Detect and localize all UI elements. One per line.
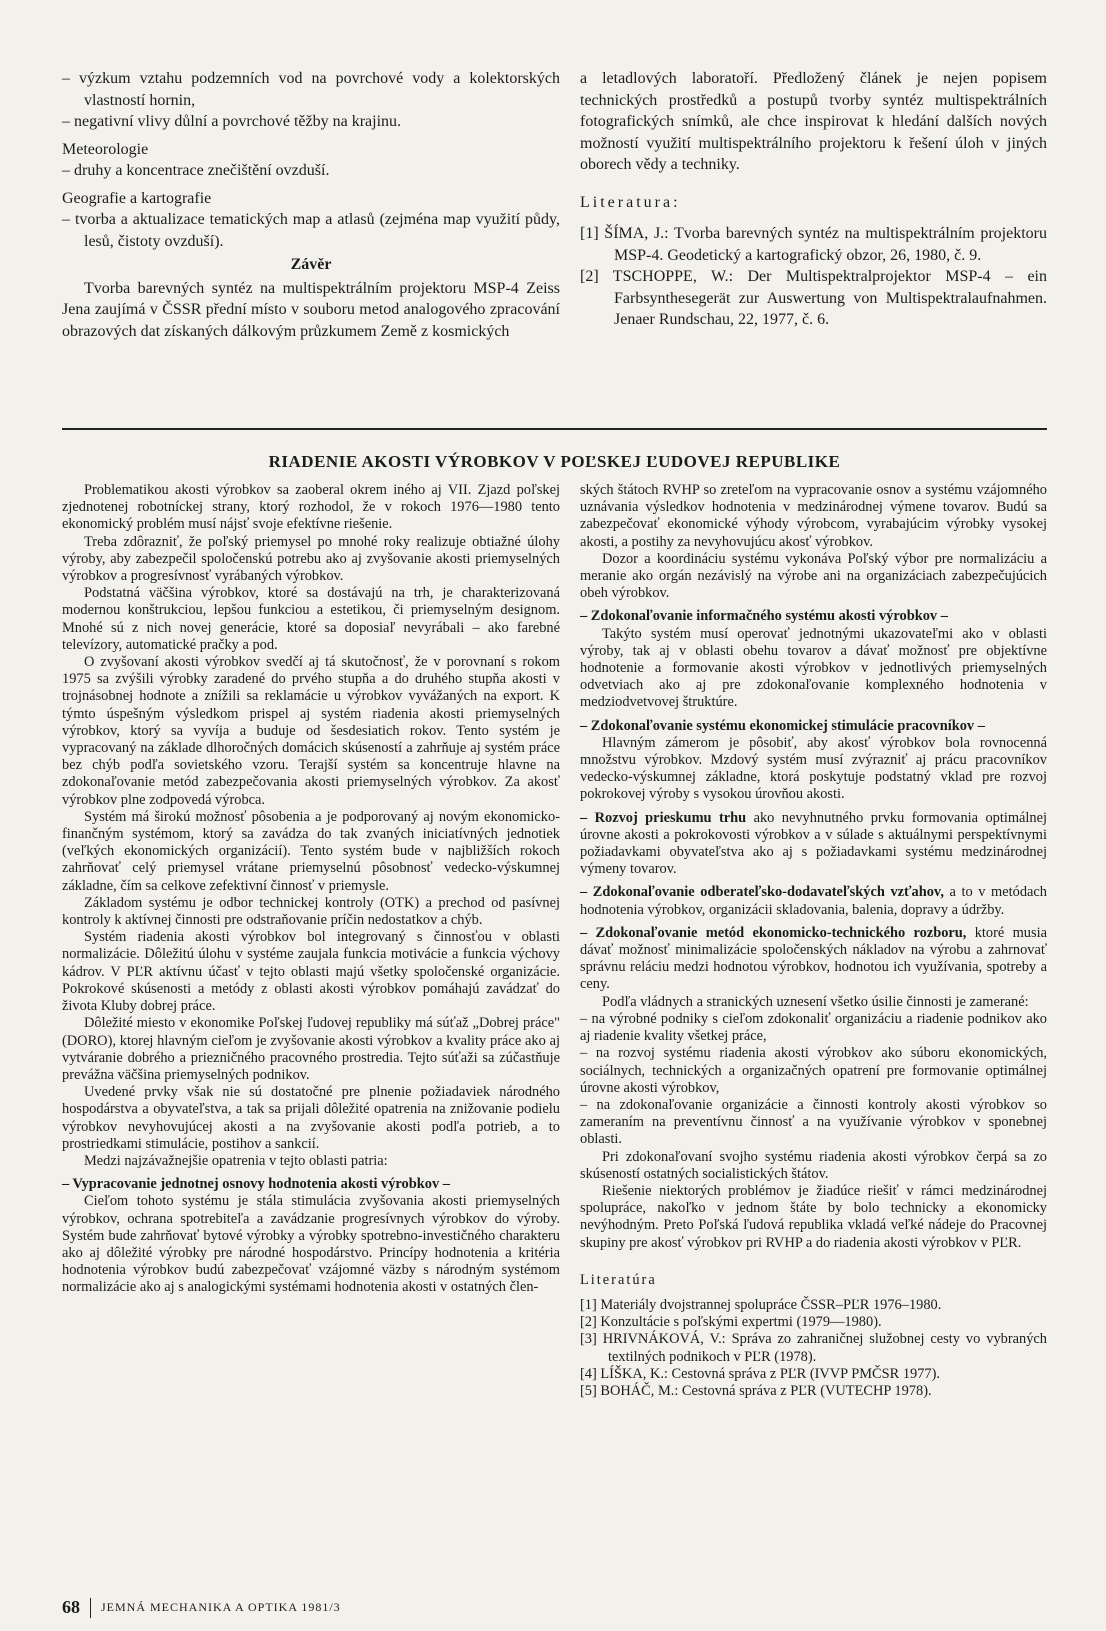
paragraph: Riešenie niektorých problémov je žiadúce riešiť v rámci medzinárodnej spolupráce, nakoľko v jednom štáte by bolo technicky a ekonomicky nevýhodným. Preto Poľská ľudová republika vkladá veľké nádeje do Pracovnej skupiny pre akosť výrobkov pri RVHP a do riadenia akosti výrobkov v PĽR. (580, 1182, 1047, 1251)
conclusion-text: Tvorba barevných syntéz na multispektrálním projektoru MSP-4 Zeiss Jena zaujímá v ČSSR přední místo v souboru metod analogového zpracování obrazových dat získaných dálkovým průzkumem Země z kosmických (62, 279, 560, 340)
conclusion-heading: Závěr (290, 256, 332, 273)
paragraph: Základom systému je odbor technickej kontroly (OTK) a prechod od pasívnej kontroly k aktívnej činnosti pre odstraňovanie príčin nedostatkov a chýb. (62, 894, 560, 929)
measure-heading: – Zdokonaľovanie informačného systému akosti výrobkov – (580, 608, 948, 625)
paragraph: Hlavným zámerom je pôsobiť, aby akosť výrobkov bola rovnocenná množstvu výrobkov. Mzdový systém musí zvýrazniť aj prácu pracovníkov vedecko-výskumnej základne, ktorá poskytuje podstatný vklad pre rozvoj pokrokovej výroby s vysokou úrovňou akosti. (580, 734, 1047, 803)
references-heading: Literatúra (580, 1271, 657, 1288)
journal-name: JEMNÁ MECHANIKA A OPTIKA 1981/3 (101, 1600, 341, 1614)
section-heading: Meteorologie (62, 140, 149, 158)
paragraph: Treba zdôrazniť, že poľský priemysel po mnohé roky realizuje obtiažné úlohy výroby, aby zabezpečil spoločenskú potrebu ako aj zvyšovanie akosti priemyselných výrobkov a progresívnosť vyrábaných výrobkov. (62, 533, 560, 585)
measure-heading: – Zdokonaľovanie metód ekonomicko-technického rozboru, (580, 924, 967, 941)
paragraph: Uvedené prvky však nie sú dostatočné pre plnenie požiadaviek národného hospodárstva a obyvateľstva, a tak sa prijali dôležité opatrenia na znižovanie podielu výrobkov nevyhovujúcej akosti a na zvyšovanie akosti podľa potrieb, a to prostriedkami stimulácie, postihov a sankcií. (62, 1084, 560, 1152)
bottom-right-column (580, 482, 1047, 1400)
reference-item: [3] HRIVNÁKOVÁ, V.: Správa zo zahraničnej služobnej cesty vo vybraných textilných podnikoch v PĽR (1978). (580, 1331, 1047, 1365)
measure-heading: – Zdokonaľovanie systému ekonomickej stimulácie pracovníkov – (580, 717, 985, 734)
measure-text: a to v metódach hodnotenia výrobkov, organizácii skladovania, balenia, dopravy a údržby. (580, 884, 1047, 918)
list-item: – druhy a koncentrace znečištění ovzduší. (62, 162, 330, 179)
paragraph (580, 925, 1047, 994)
list-item: – negativní vlivy důlní a povrchové těžby na krajinu. (62, 113, 402, 130)
reference-item: [4] LÍŠKA, K.: Cestovná správa z PĽR (IVVP PMČSR 1977). (580, 1365, 941, 1382)
measure-heading: – Vypracovanie jednotnej osnovy hodnotenia akosti výrobkov – (62, 1176, 450, 1193)
paragraph: O zvyšovaní akosti výrobkov svedčí aj tá skutočnosť, že v porovnaní s rokom 1975 sa zvýšili výrobky zaradené do prvého stupňa a do druhého stupňa akosti v trojnásobnej hodnote a znížili sa reklamácie u výrobkov vyvážaných na export. K týmto úspešným výsledkom prispel aj systém riadenia akosti priemyselných výrobkov, ktorý sa vyvíja a buduje od šesdesiatich rokov. Tento systém je vypracovaný na základe dlhoročných domácich skúseností a zahrňuje aj systém práce bez chýb podľa sovietského vzoru. Terajší systém sa koncentruje hlavne na zdokonaľovanie metód zabezpečovania akosti priemyselných výrobkov. Za akosť výrobkov plne zodpovedá výrobca. (62, 654, 560, 808)
paragraph (580, 810, 1047, 879)
measure-heading: – Rozvoj prieskumu trhu (580, 809, 747, 826)
list-item: – tvorba a aktualizace tematických map a atlasů (zejména map využití půdy, lesů, čistoty ovzduší). (62, 211, 560, 250)
paragraph: Dozor a koordináciu systému vykonáva Poľský výbor pre normalizáciu a meranie ako orgán nezávislý na výrobe ani na organizáciach zabezpečujúcich obeh výrobkov. (580, 550, 1047, 602)
page-number: 68 (62, 1597, 80, 1617)
measure-heading: – Zdokonaľovanie odberateľsko-dodavateľských vzťahov, (580, 884, 944, 901)
article-title: RIADENIE AKOSTI VÝROBKOV V POĽSKEJ ĽUDOVEJ REPUBLIKE (268, 452, 841, 471)
section-divider (62, 428, 1047, 430)
paragraph: Podľa vládnych a stranických uznesení všetko úsilie činnosti je zamerané: (602, 993, 1029, 1010)
paragraph: a letadlových laboratoří. Předložený článek je nejen popisem technických prostředků a postupů tvorby syntéz multispektrálních fotografických snímků, ale chce inspirovat k hledání dalších nových možností využití multispektrálního projektoru k řešení úloh v jiných oborech vědy a techniky. (580, 70, 1047, 173)
paragraph (580, 884, 1047, 918)
footer-divider (90, 1598, 91, 1618)
reference-item: [1] Materiály dvojstrannej spolupráce ČSSR–PĽR 1976–1980. (580, 1296, 942, 1313)
reference-item: [5] BOHÁČ, M.: Cestovná správa z PĽR (VUTECHP 1978). (580, 1382, 932, 1399)
references-heading: Literatura: (580, 193, 681, 211)
measure-text: ako nevyhnutného prvku formovania optimálnej úrovne akosti a pokrokovosti výrobkov a v súlade s aktuálnymi perspektívnymi požiadavkami obyvateľstva ako aj s požiadavkami systému medzinárodnej výmeny tovarov. (580, 809, 1047, 878)
reference-item: [2] TSCHOPPE, W.: Der Multispektralprojektor MSP-4 – ein Farbsynthesegerät zur Auswertung von Multispektralaufnahmen. Jenaer Rundschau, 22, 1977, č. 6. (580, 268, 1047, 328)
top-left-column (62, 68, 560, 342)
paragraph: Medzi najzávažnejšie opatrenia v tejto oblasti patria: (84, 1152, 388, 1169)
paragraph: Systém riadenia akosti výrobkov bol integrovaný s činnosťou v oblasti normalizácie. Dôležitú úlohu v systéme zaujala funkcia motivácie a funkcia výchovy kádrov. V PĽR aktívnu účasť v tejto oblasti majú všetky spoločenské organizácie. Pokrokové skúsenosti a metódy z oblasti akosti výrobkov pomáhajú zavádzať do života Kluby dobrej práce. (62, 929, 560, 1015)
bottom-left-column (62, 482, 560, 1297)
paragraph: Pri zdokonaľovaní svojho systému riadenia akosti výrobkov čerpá sa zo skúseností ostatných socialistických štátov. (580, 1148, 1047, 1182)
measure-text: ktoré musia dávať možnosť minimalizácie spoločenských nákladov na výrobu a zahrnovať správnu reláciu medzi hodnotou výrobkov, hodnotou ich využívania, spotreby a ceny. (580, 924, 1047, 993)
paragraph: Takýto systém musí operovať jednotnými ukazovateľmi ako v oblasti výroby, tak aj v oblasti obehu tovarov a dávať možnosť pre objektívne hodnotenie a formovanie akosti výrobkov v jednotlivých priemyselných odvetviach ako aj pre zdokonaľovanie komplexného hodnotenia v medziodvetvovej štruktúre. (580, 625, 1047, 711)
section-heading: Geografie a kartografie (62, 189, 212, 207)
list-item: – na zdokonaľovanie organizácie a činnosti kontroly akosti výrobkov so zameraním na preventívnu činnosť a na využívanie výrobkov v sponebnej oblasti. (580, 1096, 1047, 1148)
paragraph: Systém má širokú možnosť pôsobenia a je podporovaný aj novým ekonomicko-finančným systémom, ktorý sa zavádza do tak zvaných iniciatívných jednotiek (veľkých ekonomických organizácií). Tento systém bude v najbližších rokoch zahrňovať celý priemysel vrátane priemyselnú pôsobnosť vedecko-výskumnej základne, čím sa celkove zefektivní činnosť v priemysle. (62, 808, 560, 894)
paragraph: ských štátoch RVHP so zreteľom na vypracovanie osnov a systému vzájomného uznávania výsledkov hodnotenia v medzinárodnej výmene tovarov. Budú sa zabezpečovať ekonomické výhody výrobcom, vyrabajúcim výrobky vysokej akosti, a postihy za nevyhovujúcu akosť výrobkov. (580, 482, 1047, 550)
paragraph: Cieľom tohoto systému je stála stimulácia zvyšovania akosti priemyselných výrobkov, ochrana spotrebiteľa a zavádzanie progresívnych výrobkov do výroby. Systém bude zahrňovať bytové výrobky a výrobky spotrebno-investičného charakteru ako aj dôležité výrobky pre národné hospodárstvo. Princípy hodnotenia a kritéria hodnotenia výrobkov budú zabezpečovať vzájomné väzby s národným systémom normalizácie ako aj s analogickými systémami hodnotenia akosti v ostatných člen- (62, 1193, 560, 1296)
reference-item: [1] ŠÍMA, J.: Tvorba barevných syntéz na multispektrálním projektoru MSP-4. Geodetický a kartografický obzor, 26, 1980, č. 9. (580, 225, 1047, 264)
list-item: – na výrobné podniky s cieľom zdokonaliť organizáciu a riadenie podnikov ako aj riadenie kvality všetkej práce, (580, 1010, 1047, 1045)
paragraph: Dôležité miesto v ekonomike Poľskej ľudovej republiky má súťaž „Dobrej práce" (DORO), ktorej hlavným cieľom je zvyšovanie akosti výrobkov a kvality práce ako aj vytváranie dobrého a priezničného pracovného prostredia. Tejto súťaži sa zúčastňuje prevážna väčšina priemyselných podnikov. (62, 1015, 560, 1083)
page-footer (62, 1597, 341, 1618)
paragraph: Problematikou akosti výrobkov sa zaoberal okrem iného aj VII. Zjazd poľskej zjednotenej robotníckej strany, ktorý rozhodol, že v rokoch 1976—1980 tento ekonomický problém musí nájsť svoje efektívne riešenie. (62, 482, 560, 533)
list-item: – výzkum vztahu podzemních vod na povrchové vody a kolektorských vlastností hornin, (62, 70, 560, 109)
list-item: – na rozvoj systému riadenia akosti výrobkov ako súboru ekonomických, sociálnych, technických a organizačných opatrení pre formovanie optimálnej úrovne akosti výrobkov, (580, 1045, 1047, 1096)
paragraph: Podstatná väčšina výrobkov, ktoré sa dostávajú na trh, je charakterizovaná modernou konštrukciou, lepšou funkciou a estetikou, či priemyselným designom. Mnohé sú z nich novej generácie, ktoré sa doposiaľ nevyrábali – ako farebné televízory, automatické pračky a pod. (62, 585, 560, 653)
top-right-column (580, 68, 1047, 331)
reference-item: [2] Konzultácie s poľskými expertmi (1979—1980). (580, 1314, 882, 1331)
